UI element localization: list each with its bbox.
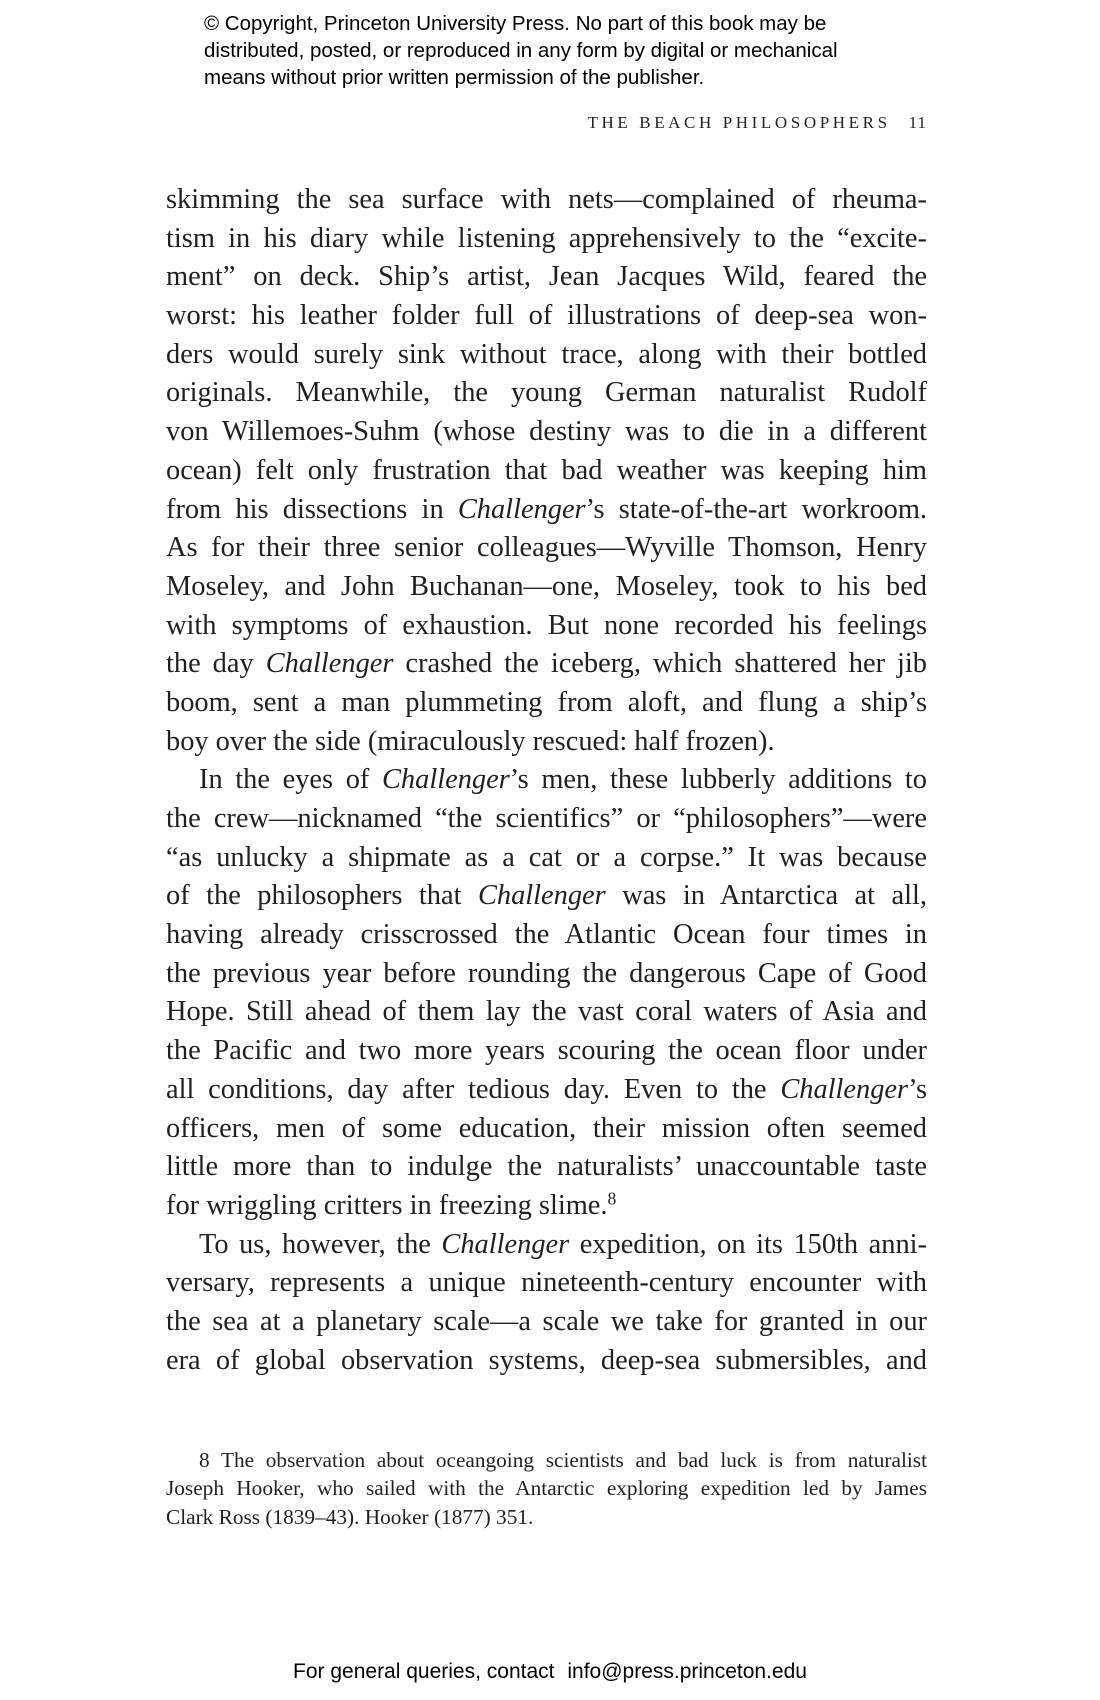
body-line: officers, men of some education, their mission often seemed — [166, 1112, 927, 1144]
page-number: 11 — [908, 113, 927, 132]
footnote-line: Joseph Hooker, who sailed with the Antarctic exploring expedition led by James — [166, 1476, 927, 1501]
body-line: As for their three senior colleagues—Wyville Thomson, Henry — [166, 532, 927, 564]
body-line: In the eyes of Challenger’s men, these lubberly additions to — [199, 764, 927, 796]
body-line: Hope. Still ahead of them lay the vast coral waters of Asia and — [166, 996, 927, 1028]
body-line: of the philosophers that Challenger was in Antarctica at all, — [166, 880, 927, 912]
footnote-line: 8 The observation about oceangoing scientists and bad luck is from naturalist — [199, 1448, 927, 1472]
body-line: originals. Meanwhile, the young German naturalist Rudolf — [166, 377, 927, 409]
running-head — [166, 113, 927, 133]
body-line: from his dissections in Challenger’s state-of-the-art workroom. — [166, 493, 928, 525]
footer-email-link[interactable]: info@press.princeton.edu — [567, 1660, 807, 1683]
body-line: the previous year before rounding the dangerous Cape of Good — [166, 957, 927, 989]
copyright-line: means without prior written permission of the publisher. — [204, 66, 705, 89]
body-line: the sea at a planetary scale—a scale we take for granted in our — [166, 1305, 927, 1337]
footnote-line: Clark Ross (1839–43). Hooker (1877) 351. — [166, 1504, 534, 1529]
body-line: ocean) felt only frustration that bad weather was keeping him — [166, 454, 927, 486]
body-line: versary, represents a unique nineteenth-century encounter with — [166, 1267, 927, 1299]
body-line: Moseley, and John Buchanan—one, Moseley, took to his bed — [166, 570, 927, 602]
body-text — [166, 181, 927, 1380]
body-line: “as unlucky a shipmate as a cat or a corpse.” It was because — [166, 841, 927, 873]
body-line: all conditions, day after tedious day. Even to the Challenger’s — [166, 1073, 927, 1105]
body-line: ders would surely sink without trace, along with their bottled — [166, 338, 927, 370]
body-line: with symptoms of exhaustion. But none recorded his feelings — [166, 609, 927, 641]
body-line: having already crisscrossed the Atlantic Ocean four times in — [166, 919, 927, 951]
body-line: ment” on deck. Ship’s artist, Jean Jacques Wild, feared the — [166, 261, 927, 293]
body-line: tism in his diary while listening apprehensively to the “excite- — [166, 222, 927, 254]
body-line: the Pacific and two more years scouring the ocean floor under — [166, 1035, 927, 1067]
body-line: the crew—nicknamed “the scientifics” or “philosophers”—were — [166, 803, 927, 834]
page-footer — [0, 1660, 1100, 1684]
body-line: boy over the side (miraculously rescued: half frozen). — [166, 725, 775, 757]
copyright-line: © Copyright, Princeton University Press. No part of this book may be — [204, 12, 827, 35]
footer-text: For general queries, contact — [293, 1660, 555, 1683]
copyright-notice — [204, 10, 924, 91]
footnote — [166, 1446, 927, 1531]
body-line: skimming the sea surface with nets—complained of rheuma- — [166, 184, 927, 215]
body-line: the day Challenger crashed the iceberg, which shattered her jib — [166, 648, 928, 680]
body-line: boom, sent a man plummeting from aloft, and flung a ship’s — [166, 686, 927, 718]
body-line: To us, however, the Challenger expedition, on its 150th anni- — [199, 1228, 927, 1260]
running-head-title: THE BEACH PHILOSOPHERS — [587, 113, 891, 132]
body-line: von Willemoes-Suhm (whose destiny was to die in a different — [166, 416, 927, 448]
body-line: worst: his leather folder full of illustrations of deep-sea won- — [166, 300, 927, 332]
body-line: era of global observation systems, deep-sea submersibles, and — [166, 1344, 927, 1376]
body-line: for wriggling critters in freezing slime.$^8$ — [166, 1188, 617, 1221]
copyright-line: distributed, posted, or reproduced in any form by digital or mechanical — [204, 39, 838, 62]
body-line: little more than to indulge the naturalists’ unaccountable taste — [166, 1151, 927, 1183]
